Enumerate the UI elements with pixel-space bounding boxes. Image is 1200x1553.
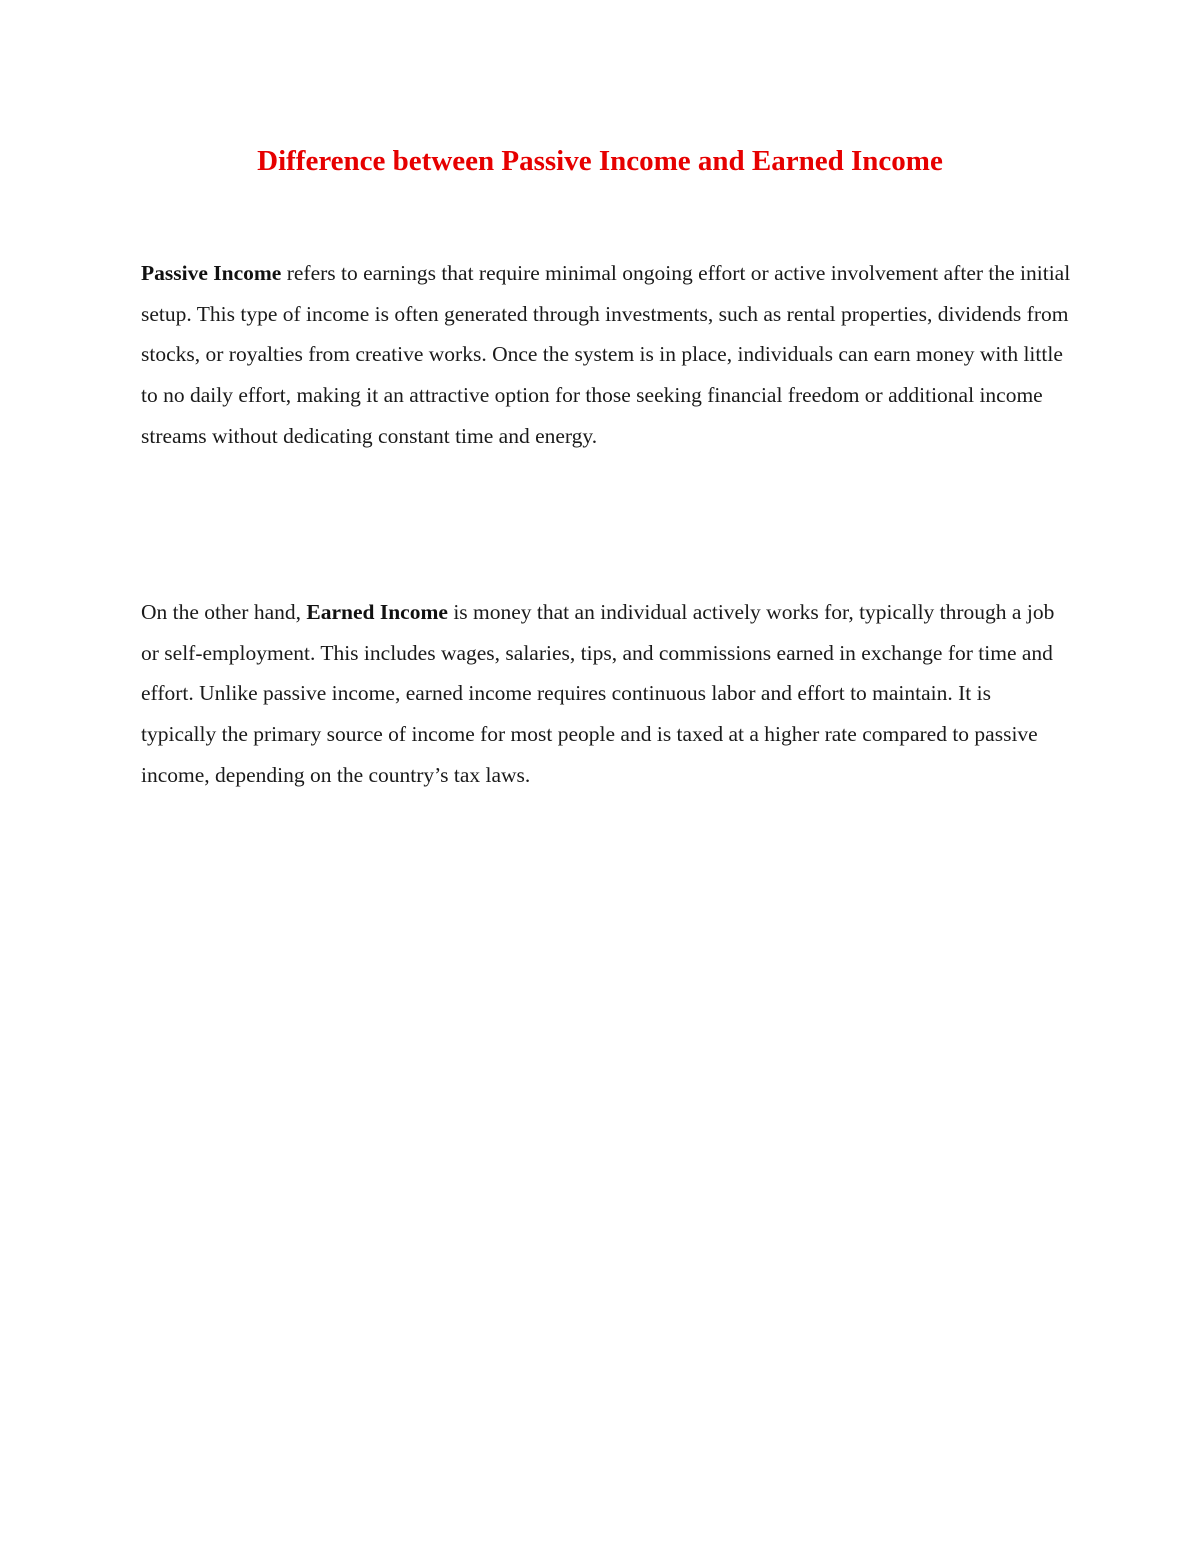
earned-income-paragraph: [141, 592, 1071, 796]
passive-income-term: Passive Income: [141, 261, 282, 285]
passive-income-body: refers to earnings that require minimal ongoing effort or active involvement after the initial setup. This type of income is often generated through investments, such as rental properties, dividends from stocks, or royalties from creative works. Once the system is in place, individuals can earn money with little to no daily effort, making it an attractive option for those seeking financial freedom or additional income streams without dedicating constant time and energy.: [141, 261, 1071, 448]
earned-income-lead: On the other hand,: [141, 600, 307, 624]
earned-income-body: is money that an individual actively works for, typically through a job or self-employment. This includes wages, salaries, tips, and commissions earned in exchange for time and effort. Unlike passive income, earned income requires continuous labor and effort to maintain. It is typically the primary source of income for most people and is taxed at a higher rate compared to passive income, depending on the country’s tax laws.: [141, 600, 1055, 787]
earned-income-term: Earned Income: [306, 600, 448, 624]
document-title: Difference between Passive Income and Earned Income: [257, 145, 943, 177]
passive-income-paragraph: [141, 253, 1071, 457]
